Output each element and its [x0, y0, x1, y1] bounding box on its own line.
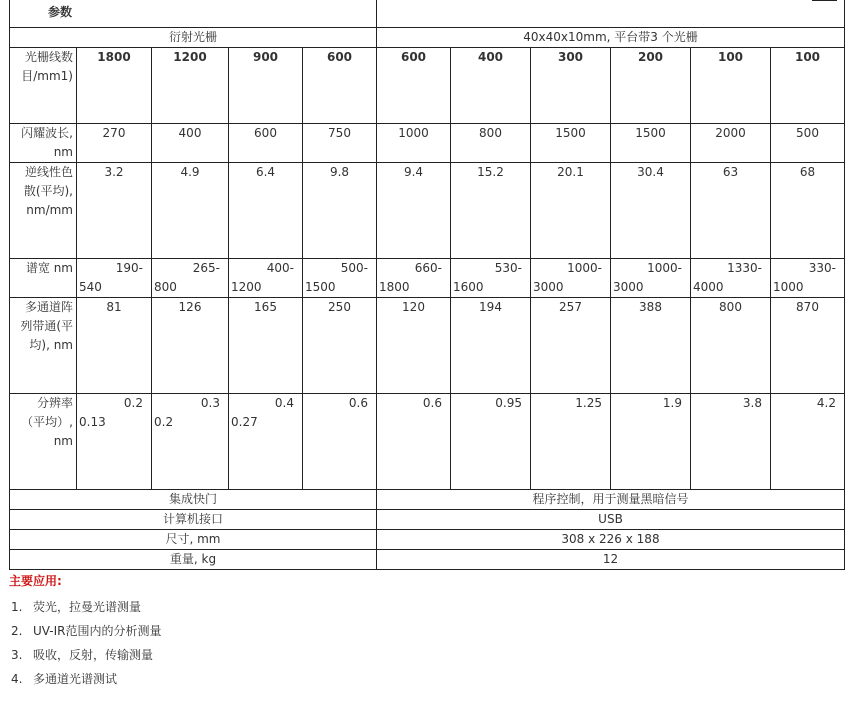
- weight-row: [10, 549, 845, 569]
- resolution-cell-line1: 0.6: [348, 395, 368, 410]
- resolution-cell-line2: 0.27: [231, 414, 258, 429]
- resolution-label: 分辨率（平均）, nm: [10, 393, 77, 489]
- dispersion-cell: 6.4: [229, 162, 303, 258]
- resolution-cell-line2: 0.2: [154, 414, 174, 429]
- range-cell-line1: 400-: [266, 260, 294, 275]
- application-text: 荧光，拉曼光谱测量: [33, 600, 142, 614]
- grooves-cell: 400: [451, 47, 531, 123]
- array-band-cell: 165: [229, 297, 303, 393]
- blaze-cell: 1500: [531, 123, 611, 162]
- applications-title: 主要应用:: [9, 574, 62, 588]
- array-band-cell: 126: [152, 297, 229, 393]
- array-band-cell: 250: [303, 297, 377, 393]
- range-cell-line2: 1000: [773, 279, 804, 294]
- range-cell-line2: 3000: [533, 279, 564, 294]
- resolution-row: [10, 393, 845, 489]
- interface-row: [10, 509, 845, 529]
- resolution-cell-line1: 4.2: [816, 395, 836, 410]
- range-cell-line2: 1500: [305, 279, 336, 294]
- range-cell: [152, 258, 229, 297]
- application-item: [11, 598, 162, 622]
- range-cell: [691, 258, 771, 297]
- resolution-cell: [77, 393, 152, 489]
- array-band-cell: 120: [377, 297, 451, 393]
- type-left: 衍射光栅: [10, 27, 377, 47]
- grooves-cell: 1200: [152, 47, 229, 123]
- dispersion-cell: 9.4: [377, 162, 451, 258]
- range-cell-line2: 800: [154, 279, 177, 294]
- interface-label: 计算机接口: [10, 509, 377, 529]
- size-row: [10, 529, 845, 549]
- grooves-row: [10, 47, 845, 123]
- dispersion-cell: 9.8: [303, 162, 377, 258]
- resolution-cell: [691, 393, 771, 489]
- resolution-cell-line1: 0.3: [200, 395, 220, 410]
- array-band-cell: 388: [611, 297, 691, 393]
- range-cell-line1: 1000-: [567, 260, 602, 275]
- range-cell: [229, 258, 303, 297]
- application-number: 2.: [11, 624, 23, 638]
- grooves-cell: 600: [377, 47, 451, 123]
- resolution-cell: [229, 393, 303, 489]
- blaze-cell: 750: [303, 123, 377, 162]
- resolution-cell-line2: 0.13: [79, 414, 106, 429]
- array-band-cell: 81: [77, 297, 152, 393]
- shutter-row: [10, 489, 845, 509]
- shutter-value: 程序控制，用于测量黑暗信号: [377, 489, 845, 509]
- range-cell-line1: 265-: [192, 260, 220, 275]
- dispersion-cell: 30.4: [611, 162, 691, 258]
- resolution-cell: [611, 393, 691, 489]
- blaze-cell: 2000: [691, 123, 771, 162]
- application-item: [11, 622, 162, 646]
- range-cell-line2: 1200: [231, 279, 262, 294]
- dispersion-cell: 63: [691, 162, 771, 258]
- size-label: 尺寸, mm: [10, 529, 377, 549]
- resolution-cell: [303, 393, 377, 489]
- grooves-cell: 600: [303, 47, 377, 123]
- resolution-cell: [771, 393, 845, 489]
- range-cell: [531, 258, 611, 297]
- application-text: UV-IR范围内的分析测量: [33, 624, 162, 638]
- array-band-cell: 870: [771, 297, 845, 393]
- resolution-cell: [451, 393, 531, 489]
- dispersion-cell: 20.1: [531, 162, 611, 258]
- application-number: 3.: [11, 648, 23, 662]
- grooves-cell: 300: [531, 47, 611, 123]
- range-cell-line2: 3000: [613, 279, 644, 294]
- array-band-cell: 800: [691, 297, 771, 393]
- applications-list: [11, 598, 162, 694]
- range-cell-line1: 500-: [340, 260, 368, 275]
- resolution-cell: [377, 393, 451, 489]
- header-row: [10, 0, 845, 27]
- blaze-cell: 800: [451, 123, 531, 162]
- type-row: [10, 27, 845, 47]
- range-label: 谱宽 nm: [10, 258, 77, 297]
- dispersion-label: 逆线性色散(平均), nm/mm: [10, 162, 77, 258]
- application-item: [11, 670, 162, 694]
- range-cell-line1: 190-: [115, 260, 143, 275]
- resolution-cell-line1: 0.4: [274, 395, 294, 410]
- range-cell-line2: 1600: [453, 279, 484, 294]
- range-cell: [377, 258, 451, 297]
- dispersion-cell: 3.2: [77, 162, 152, 258]
- application-text: 多通道光谱测试: [33, 672, 118, 686]
- blaze-cell: 270: [77, 123, 152, 162]
- resolution-cell-line1: 1.25: [575, 395, 602, 410]
- resolution-cell-line1: 0.6: [422, 395, 442, 410]
- range-cell-line1: 1000-: [647, 260, 682, 275]
- shutter-label: 集成快门: [10, 489, 377, 509]
- resolution-cell-line1: 1.9: [662, 395, 682, 410]
- array-band-label: 多通道阵列带通(平均), nm: [10, 297, 77, 393]
- range-cell-line1: 530-: [494, 260, 522, 275]
- array-band-row: [10, 297, 845, 393]
- range-cell: [303, 258, 377, 297]
- resolution-cell: [531, 393, 611, 489]
- application-text: 吸收，反射，传输测量: [33, 648, 154, 662]
- grooves-cell: 1800: [77, 47, 152, 123]
- range-cell-line1: 1330-: [727, 260, 762, 275]
- range-cell-line2: 540: [79, 279, 102, 294]
- range-cell: [451, 258, 531, 297]
- interface-value: USB: [377, 509, 845, 529]
- size-value: 308 x 226 x 188: [377, 529, 845, 549]
- blaze-row: [10, 123, 845, 162]
- grooves-cell: 100: [771, 47, 845, 123]
- blaze-cell: 1000: [377, 123, 451, 162]
- blaze-cell: 500: [771, 123, 845, 162]
- dispersion-cell: 15.2: [451, 162, 531, 258]
- grooves-label: 光栅线数目/mm1): [10, 47, 77, 123]
- dispersion-cell: 68: [771, 162, 845, 258]
- blaze-cell: 400: [152, 123, 229, 162]
- range-cell: [611, 258, 691, 297]
- array-band-cell: 194: [451, 297, 531, 393]
- range-cell-line2: 4000: [693, 279, 724, 294]
- dispersion-cell: 4.9: [152, 162, 229, 258]
- spec-table: [9, 0, 845, 570]
- blaze-cell: 600: [229, 123, 303, 162]
- dispersion-row: [10, 162, 845, 258]
- header-blank: [377, 0, 845, 27]
- array-band-cell: 257: [531, 297, 611, 393]
- resolution-cell-line1: 0.95: [495, 395, 522, 410]
- range-cell: [77, 258, 152, 297]
- blaze-cell: 1500: [611, 123, 691, 162]
- blaze-label: 闪耀波长, nm: [10, 123, 77, 162]
- header-label: 参数: [10, 0, 377, 27]
- grooves-cell: 900: [229, 47, 303, 123]
- application-number: 4.: [11, 672, 23, 686]
- resolution-cell-line1: 0.2: [123, 395, 143, 410]
- range-cell-line1: 660-: [414, 260, 442, 275]
- resolution-cell-line1: 3.8: [742, 395, 762, 410]
- range-cell: [771, 258, 845, 297]
- type-right: 40x40x10mm, 平台带3 个光栅: [377, 27, 845, 47]
- grooves-cell: 200: [611, 47, 691, 123]
- resolution-cell: [152, 393, 229, 489]
- application-item: [11, 646, 162, 670]
- weight-label: 重量, kg: [10, 549, 377, 569]
- application-number: 1.: [11, 600, 23, 614]
- weight-value: 12: [377, 549, 845, 569]
- grooves-cell: 100: [691, 47, 771, 123]
- range-cell-line2: 1800: [379, 279, 410, 294]
- range-row: [10, 258, 845, 297]
- range-cell-line1: 330-: [808, 260, 836, 275]
